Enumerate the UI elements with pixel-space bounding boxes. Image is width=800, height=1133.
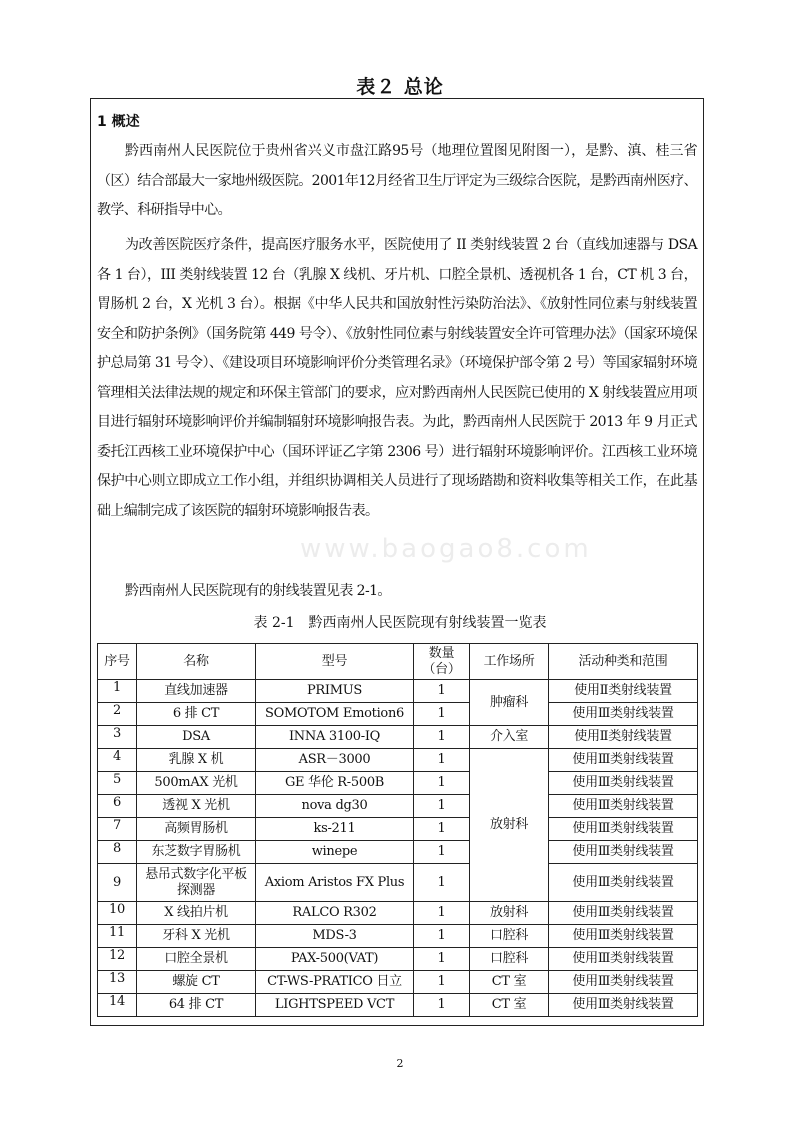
cell-activity: 使用Ⅱ类射线装置 — [549, 680, 698, 703]
table-row — [98, 795, 698, 818]
equipment-table — [97, 643, 698, 1017]
table-row — [98, 994, 698, 1017]
table-row — [98, 680, 698, 703]
cell-activity: 使用Ⅲ类射线装置 — [549, 841, 698, 864]
cell-no: 7 — [98, 818, 137, 841]
cell-model: Axiom Aristos FX Plus — [256, 864, 414, 902]
table-row — [98, 726, 698, 749]
header-cell: 工作场所 — [470, 644, 549, 680]
cell-name: 高频胃肠机 — [137, 818, 256, 841]
cell-qty: 1 — [414, 818, 470, 841]
cell-activity: 使用Ⅱ类射线装置 — [549, 726, 698, 749]
cell-qty: 1 — [414, 749, 470, 772]
table-row — [98, 772, 698, 795]
cell-name: 口腔全景机 — [137, 948, 256, 971]
cell-model: SOMOTOM Emotion6 — [256, 703, 414, 726]
cell-name: 直线加速器 — [137, 680, 256, 703]
cell-no: 6 — [98, 795, 137, 818]
cell-activity: 使用Ⅲ类射线装置 — [549, 902, 698, 925]
cell-model: ks-211 — [256, 818, 414, 841]
cell-activity: 使用Ⅲ类射线装置 — [549, 948, 698, 971]
cell-no: 12 — [98, 948, 137, 971]
cell-model: CT-WS-PRATICO 日立 — [256, 971, 414, 994]
cell-qty: 1 — [414, 948, 470, 971]
table-caption: 表 2-1 黔西南州人民医院现有射线装置一览表 — [253, 615, 547, 631]
cell-activity: 使用Ⅲ类射线装置 — [549, 864, 698, 902]
cell-name: 500mAX 光机 — [137, 772, 256, 795]
header-cell: 活动种类和范围 — [549, 644, 698, 680]
cell-model: nova dg30 — [256, 795, 414, 818]
cell-model: GE 华伦 R-500B — [256, 772, 414, 795]
cell-qty: 1 — [414, 902, 470, 925]
paragraph-equipment-assessment: 为改善医院医疗条件，提高医疗服务水平，医院使用了 II 类射线装置 2 台（直线加速器与 DSA 各 1 台），III 类射线装置 12 台（乳腺 X 线机、牙片机、口腔全景机、透视机各 1 台，CT 机 3 台，胃肠机 2 台，X 光机 3 台）。根据《中华人民共和国放射性污染防治法》、《放射性同位素与射线装置安全和防护条例》（国务院第 449 号令）、《放射性同位素与射线装置安全许可管理办法》（国家环境保护总局第 31 号令）、《建设项目环境影响评价分类管理名录》（环境保护部令第 2 号）等国家辐射环境管理相关法律法规的规定和环保主管部门的要求，应对黔西南州人民医院已使用的 X 射线装置应用项目进行辐射环境影响评价并编制辐射环境影响报告表。为此，黔西南州人民医院于 2013 年 9 月正式委托江西核工业环境保护中心（国环评证乙字第 2306 号）进行辐射环境影响评价。江西核工业环境保护中心则立即成立工作小组，并组织协调相关人员进行了现场踏勘和资料收集等相关工作，在此基础上编制完成了该医院的辐射环境影响报告表。 — [97, 237, 697, 519]
cell-qty: 1 — [414, 726, 470, 749]
table-row — [98, 925, 698, 948]
cell-activity: 使用Ⅲ类射线装置 — [549, 818, 698, 841]
cell-no: 5 — [98, 772, 137, 795]
cell-qty: 1 — [414, 841, 470, 864]
cell-activity: 使用Ⅲ类射线装置 — [549, 772, 698, 795]
page-number: 2 — [396, 1057, 404, 1070]
page-title: 表２ 总论 — [356, 76, 444, 98]
cell-model: MDS-3 — [256, 925, 414, 948]
table-row — [98, 864, 698, 902]
cell-qty: 1 — [414, 772, 470, 795]
cell-activity: 使用Ⅲ类射线装置 — [549, 795, 698, 818]
table-row — [98, 971, 698, 994]
cell-no: 9 — [98, 864, 137, 902]
table-row — [98, 703, 698, 726]
cell-place: 肿瘤科 — [470, 680, 549, 726]
table-row — [98, 818, 698, 841]
header-cell: 数量（台） — [414, 644, 470, 680]
cell-activity: 使用Ⅲ类射线装置 — [549, 971, 698, 994]
cell-activity: 使用Ⅲ类射线装置 — [549, 925, 698, 948]
paragraph-table-reference: 黔西南州人民医院现有的射线装置见表 2-1。 — [125, 583, 391, 599]
cell-model: winepe — [256, 841, 414, 864]
cell-name: 牙科 X 光机 — [137, 925, 256, 948]
cell-qty: 1 — [414, 994, 470, 1017]
watermark: www.baogao8.com — [300, 534, 592, 564]
cell-no: 2 — [98, 703, 137, 726]
cell-name: DSA — [137, 726, 256, 749]
paragraph-overview: 黔西南州人民医院位于贵州省兴义市盘江路95号（地理位置图见附图一），是黔、滇、桂三省（区）结合部最大一家地州级医院。2001年12月经省卫生厅评定为三级综合医院，是黔西南州医疗、教学、科研指导中心。 — [97, 143, 697, 218]
cell-no: 14 — [98, 994, 137, 1017]
cell-model: RALCO R302 — [256, 902, 414, 925]
header-cell: 序号 — [98, 644, 137, 680]
cell-no: 3 — [98, 726, 137, 749]
cell-name: 6 排 CT — [137, 703, 256, 726]
cell-place: 介入室 — [470, 726, 549, 749]
section-heading: 1 概述 — [97, 114, 140, 130]
header-cell: 名称 — [137, 644, 256, 680]
cell-no: 4 — [98, 749, 137, 772]
cell-place: 放射科 — [470, 749, 549, 902]
table-row — [98, 948, 698, 971]
cell-activity: 使用Ⅲ类射线装置 — [549, 703, 698, 726]
header-cell: 型号 — [256, 644, 414, 680]
cell-name: 透视 X 光机 — [137, 795, 256, 818]
cell-name: 64 排 CT — [137, 994, 256, 1017]
cell-no: 8 — [98, 841, 137, 864]
cell-name: X 线拍片机 — [137, 902, 256, 925]
cell-qty: 1 — [414, 925, 470, 948]
cell-place: 口腔科 — [470, 948, 549, 971]
cell-name: 乳腺 X 机 — [137, 749, 256, 772]
cell-place: CT 室 — [470, 971, 549, 994]
cell-model: PRIMUS — [256, 680, 414, 703]
cell-name: 螺旋 CT — [137, 971, 256, 994]
cell-qty: 1 — [414, 703, 470, 726]
cell-model: ASR－3000 — [256, 749, 414, 772]
cell-name: 东芝数字胃肠机 — [137, 841, 256, 864]
cell-activity: 使用Ⅲ类射线装置 — [549, 994, 698, 1017]
table-row — [98, 749, 698, 772]
cell-place: CT 室 — [470, 994, 549, 1017]
table-header-row — [98, 644, 698, 680]
cell-no: 13 — [98, 971, 137, 994]
cell-model: INNA 3100-IQ — [256, 726, 414, 749]
cell-place: 放射科 — [470, 902, 549, 925]
cell-model: LIGHTSPEED VCT — [256, 994, 414, 1017]
cell-qty: 1 — [414, 795, 470, 818]
cell-qty: 1 — [414, 864, 470, 902]
cell-name: 悬吊式数字化平板探测器 — [137, 864, 256, 902]
cell-model: PAX-500(VAT) — [256, 948, 414, 971]
cell-qty: 1 — [414, 680, 470, 703]
cell-activity: 使用Ⅲ类射线装置 — [549, 749, 698, 772]
cell-no: 10 — [98, 902, 137, 925]
table-row — [98, 841, 698, 864]
table-row — [98, 902, 698, 925]
cell-no: 11 — [98, 925, 137, 948]
cell-place: 口腔科 — [470, 925, 549, 948]
cell-qty: 1 — [414, 971, 470, 994]
cell-no: 1 — [98, 680, 137, 703]
